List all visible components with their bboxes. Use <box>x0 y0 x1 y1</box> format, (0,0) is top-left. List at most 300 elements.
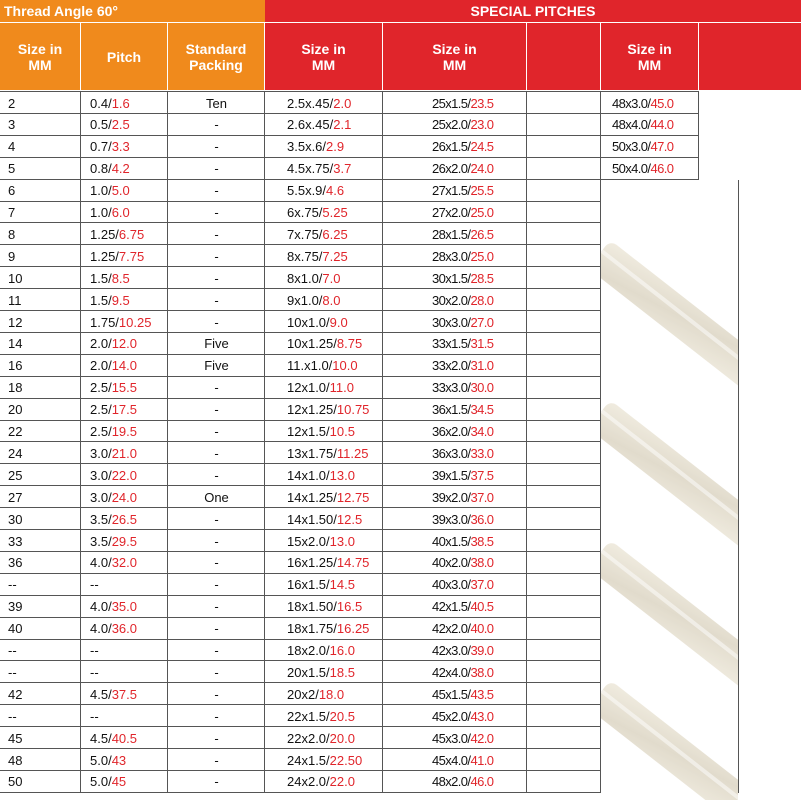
value-base: 12x1.25/ <box>287 402 337 418</box>
special-size-2-cell <box>432 289 527 311</box>
packing-cell: - <box>214 161 219 177</box>
value-drill: 2.0 <box>333 95 352 111</box>
size-cell: 27 <box>8 489 23 505</box>
size-cell: 10 <box>8 270 23 286</box>
special-size-2-cell <box>432 245 527 267</box>
column-divider <box>80 91 81 792</box>
value-base: 42x4.0/ <box>432 664 471 680</box>
value-drill: 8.75 <box>336 336 363 352</box>
value-base: 33x3.0/ <box>432 380 471 396</box>
value-drill: 40.0 <box>470 621 494 637</box>
size-cell: -- <box>8 708 17 724</box>
special-size-2-cell <box>432 114 527 136</box>
value-base: 42x2.0/ <box>432 621 471 637</box>
value-base: -- <box>90 664 99 680</box>
size-cell: 40 <box>8 621 23 637</box>
pitch-cell <box>90 223 168 245</box>
value-base: 1.5/ <box>90 270 112 286</box>
pitch-cell <box>90 92 168 114</box>
pitch-cell <box>90 727 168 749</box>
special-size-1-cell <box>287 486 383 508</box>
value-base: 33x1.5/ <box>432 336 471 352</box>
special-size-1-cell <box>287 202 383 224</box>
value-base: 0.8/ <box>90 161 112 177</box>
value-base: 2.0/ <box>90 336 112 352</box>
special-size-2-cell <box>432 749 527 771</box>
tap-tools-photo <box>601 185 738 800</box>
pitch-cell <box>90 552 168 574</box>
packing-cell: - <box>214 664 219 680</box>
value-base: 40x3.0/ <box>432 577 471 593</box>
value-drill: 46.0 <box>470 774 494 790</box>
special-size-2-cell <box>432 705 527 727</box>
col-header-special-size-1: Size in MM <box>265 23 383 90</box>
value-drill: 33.0 <box>470 445 494 461</box>
value-base: 3.5x.6/ <box>287 139 327 155</box>
pitch-cell <box>90 596 168 618</box>
value-drill: 28.5 <box>470 270 494 286</box>
pitch-cell <box>90 180 168 202</box>
pitch-cell <box>90 749 168 771</box>
pitch-cell <box>90 333 168 355</box>
value-base: 2.5/ <box>90 402 112 418</box>
value-drill: 41.0 <box>470 752 494 768</box>
packing-cell: - <box>214 533 219 549</box>
size-cell: 6 <box>8 183 16 199</box>
special-size-1-cell <box>287 464 383 486</box>
size-cell: 20 <box>8 402 23 418</box>
value-drill: 45.0 <box>650 95 674 111</box>
value-drill: 2.5 <box>111 117 130 133</box>
size-cell: -- <box>8 664 17 680</box>
pitch-cell <box>90 442 168 464</box>
value-drill: 31.5 <box>470 336 494 352</box>
packing-cell: - <box>214 511 219 527</box>
special-size-2-cell <box>432 421 527 443</box>
value-base: 14x1.25/ <box>287 489 337 505</box>
value-drill: 25.0 <box>470 248 494 264</box>
size-cell: 25 <box>8 467 23 483</box>
value-drill: 11.25 <box>336 445 369 461</box>
value-drill: 16.0 <box>329 643 355 658</box>
packing-cell: - <box>214 270 219 286</box>
pitch-cell <box>90 136 168 158</box>
column-divider <box>600 91 601 792</box>
pitch-cell <box>90 202 168 224</box>
special-size-2-cell <box>432 574 527 596</box>
value-base: 1.75/ <box>90 314 119 330</box>
size-cell: 30 <box>8 511 23 527</box>
value-base: 27x2.0/ <box>432 205 471 220</box>
value-base: 27x1.5/ <box>432 183 471 199</box>
size-cell: 7 <box>8 205 16 220</box>
packing-cell: - <box>214 117 219 133</box>
special-size-2-cell <box>432 596 527 618</box>
size-cell: 33 <box>8 533 23 549</box>
special-size-2-cell <box>432 355 527 377</box>
special-size-2-cell <box>432 640 527 662</box>
value-drill: 43.0 <box>470 708 494 724</box>
special-size-1-cell <box>287 158 383 180</box>
value-base: 18x1.75/ <box>287 621 337 637</box>
size-cell: 11 <box>8 292 22 308</box>
special-size-1-cell <box>287 618 383 640</box>
value-base: 5.0/ <box>90 752 112 768</box>
packing-cell: - <box>214 314 219 330</box>
special-size-2-cell <box>432 727 527 749</box>
value-drill: 10.0 <box>332 358 358 374</box>
packing-cell: - <box>214 205 219 220</box>
value-base: 39x3.0/ <box>432 511 471 527</box>
value-base: 24x1.5/ <box>287 752 330 768</box>
value-base: 3.0/ <box>90 489 112 505</box>
special-size-1-cell <box>287 267 383 289</box>
pitch-cell <box>90 640 168 662</box>
value-drill: 11.0 <box>329 380 354 396</box>
value-base: 16x1.25/ <box>287 555 337 571</box>
tap-tool-shape <box>601 240 738 800</box>
value-base: 2.5x.45/ <box>287 95 334 111</box>
value-drill: 38.0 <box>470 555 494 571</box>
value-drill: 7.75 <box>118 248 145 264</box>
pitch-cell <box>90 464 168 486</box>
value-base: 45x2.0/ <box>432 708 471 724</box>
value-base: 7x.75/ <box>287 226 323 242</box>
value-base: 15x2.0/ <box>287 533 330 549</box>
value-drill: 22.0 <box>111 467 137 483</box>
special-size-1-cell <box>287 683 383 705</box>
col-header-pitch: Pitch <box>81 23 168 90</box>
value-drill: 20.5 <box>329 708 355 724</box>
value-drill: 29.5 <box>111 533 137 549</box>
col-header-special-size-3: Size in MM <box>601 23 699 90</box>
size-cell: 16 <box>8 358 23 374</box>
packing-cell: - <box>214 226 219 242</box>
value-base: 4.0/ <box>90 621 112 637</box>
value-base: 28x3.0/ <box>432 248 471 264</box>
special-size-2-cell <box>432 92 527 114</box>
value-drill: 7.25 <box>322 248 348 264</box>
value-drill: 43 <box>111 752 127 768</box>
thread-angle-band: Thread Angle 60° <box>0 0 265 22</box>
value-base: 4.5/ <box>90 686 112 702</box>
value-drill: 23.0 <box>470 117 494 133</box>
special-size-2-cell <box>432 661 527 683</box>
value-drill: 5.0 <box>111 183 130 199</box>
special-size-1-cell <box>287 749 383 771</box>
pitch-cell <box>90 311 168 333</box>
value-base: 10x1.0/ <box>287 314 330 330</box>
special-size-2-cell <box>432 464 527 486</box>
value-base: -- <box>90 643 99 658</box>
value-base: 18x2.0/ <box>287 643 330 658</box>
packing-cell: - <box>214 467 219 483</box>
special-size-2-cell <box>432 180 527 202</box>
value-base: 22x2.0/ <box>287 730 330 746</box>
packing-cell: - <box>214 643 219 658</box>
special-size-2-cell <box>432 530 527 552</box>
packing-cell: - <box>214 708 219 724</box>
value-base: 3.5/ <box>90 511 112 527</box>
pitch-cell <box>90 355 168 377</box>
value-base: 14x1.50/ <box>287 511 337 527</box>
value-drill: 3.3 <box>111 139 130 155</box>
special-size-1-cell <box>287 223 383 245</box>
size-cell: 22 <box>8 424 23 439</box>
size-cell: 45 <box>8 730 23 746</box>
col-header-packing: Standard Packing <box>168 23 265 90</box>
packing-cell: One <box>204 489 229 505</box>
value-drill: 6.25 <box>322 226 348 242</box>
packing-cell: - <box>214 730 219 746</box>
special-size-2-cell <box>432 311 527 333</box>
col-header-blank-2 <box>699 23 801 90</box>
value-drill: 22.50 <box>329 752 363 768</box>
value-base: 0.5/ <box>90 117 112 133</box>
size-cell: -- <box>8 643 17 658</box>
value-drill: 24.0 <box>111 489 137 505</box>
special-size-2-cell <box>432 552 527 574</box>
value-base: 2.6x.45/ <box>287 117 334 133</box>
value-base: 1.25/ <box>90 248 119 264</box>
packing-cell: - <box>214 577 219 593</box>
value-drill: 37.0 <box>470 489 494 505</box>
value-base: 2.5/ <box>90 424 112 439</box>
value-drill: 12.5 <box>336 511 363 527</box>
pitch-cell <box>90 508 168 530</box>
pitch-cell <box>90 267 168 289</box>
size-cell: 50 <box>8 774 23 790</box>
special-size-3-cell <box>612 158 698 180</box>
special-size-2-cell <box>432 136 527 158</box>
special-size-1-cell <box>287 180 383 202</box>
value-drill: 10.5 <box>329 424 355 439</box>
pitch-cell <box>90 114 168 136</box>
value-base: 1.25/ <box>90 226 119 242</box>
value-base: 26x1.5/ <box>432 139 471 155</box>
value-base: 4.0/ <box>90 599 112 615</box>
size-cell: 18 <box>8 380 23 396</box>
value-drill: 26.5 <box>470 226 494 242</box>
value-base: 40x2.0/ <box>432 555 471 571</box>
value-base: 26x2.0/ <box>432 161 471 177</box>
special-size-2-cell <box>432 202 527 224</box>
value-drill: 6.0 <box>111 205 130 220</box>
special-size-1-cell <box>287 289 383 311</box>
pitch-cell <box>90 661 168 683</box>
value-drill: 14.5 <box>329 577 355 593</box>
special-size-2-cell <box>432 486 527 508</box>
pitch-cell <box>90 158 168 180</box>
special-size-2-cell <box>432 508 527 530</box>
value-drill: 32.0 <box>111 555 137 571</box>
value-drill: 16.25 <box>336 621 370 637</box>
value-base: 42x3.0/ <box>432 643 471 658</box>
special-size-2-cell <box>432 683 527 705</box>
value-base: 45x4.0/ <box>432 752 471 768</box>
value-base: 22x1.5/ <box>287 708 330 724</box>
special-size-1-cell <box>287 355 383 377</box>
value-drill: 2.1 <box>333 117 352 133</box>
value-base: 42x1.5/ <box>432 599 471 615</box>
value-base: -- <box>90 577 99 593</box>
value-drill: 3.7 <box>333 161 352 177</box>
value-drill: 4.6 <box>326 183 345 199</box>
value-base: 36x2.0/ <box>432 424 471 439</box>
packing-cell: - <box>214 139 219 155</box>
value-base: 8x.75/ <box>287 248 323 264</box>
value-drill: 10.75 <box>336 402 370 418</box>
value-drill: 14.75 <box>336 555 370 571</box>
size-cell: 9 <box>8 248 16 264</box>
value-drill: 17.5 <box>111 402 137 418</box>
value-base: 18x1.50/ <box>287 599 337 615</box>
value-drill: 13.0 <box>329 533 355 549</box>
value-base: 2.5/ <box>90 380 112 396</box>
value-drill: 34.0 <box>470 424 494 439</box>
value-drill: 2.9 <box>326 139 345 155</box>
size-cell: 36 <box>8 555 23 571</box>
value-drill: 45 <box>111 774 127 790</box>
pitch-cell <box>90 399 168 421</box>
value-base: 11.x1.0/ <box>287 358 333 374</box>
value-drill: 7.0 <box>322 270 341 286</box>
column-divider <box>698 91 699 179</box>
value-base: 4.5x.75/ <box>287 161 334 177</box>
column-divider <box>738 180 739 793</box>
value-base: 48x2.0/ <box>432 774 471 790</box>
packing-cell: - <box>214 599 219 615</box>
special-pitches-band: SPECIAL PITCHES <box>265 0 801 22</box>
pitch-cell <box>90 771 168 793</box>
special-size-1-cell <box>287 552 383 574</box>
special-size-1-cell <box>287 311 383 333</box>
value-drill: 19.5 <box>111 424 137 439</box>
packing-cell: Five <box>204 336 229 352</box>
value-base: 40x1.5/ <box>432 533 471 549</box>
packing-cell: - <box>214 621 219 637</box>
value-drill: 27.0 <box>470 314 494 330</box>
size-cell: -- <box>8 577 17 593</box>
value-base: -- <box>90 708 99 724</box>
value-base: 8x1.0/ <box>287 270 323 286</box>
pitch-cell <box>90 421 168 443</box>
special-size-1-cell <box>287 377 383 399</box>
value-base: 5.5x.9/ <box>287 183 327 199</box>
packing-cell: - <box>214 424 219 439</box>
value-drill: 24.5 <box>470 139 494 155</box>
value-base: 12x1.0/ <box>287 380 330 396</box>
special-size-1-cell <box>287 399 383 421</box>
value-drill: 23.5 <box>470 95 494 111</box>
value-drill: 1.6 <box>111 95 130 111</box>
special-size-2-cell <box>432 771 527 793</box>
value-drill: 25.0 <box>470 205 494 220</box>
pitch-cell <box>90 245 168 267</box>
value-drill: 24.0 <box>470 161 494 177</box>
value-base: 1.5/ <box>90 292 112 308</box>
value-drill: 37.5 <box>111 686 137 702</box>
special-size-2-cell <box>432 377 527 399</box>
size-cell: 4 <box>8 139 16 155</box>
value-drill: 6.75 <box>118 226 145 242</box>
packing-cell: - <box>214 248 219 264</box>
value-base: 14x1.0/ <box>287 467 330 483</box>
col-header-special-size-2: Size in MM <box>383 23 527 90</box>
value-base: 9x1.0/ <box>287 292 323 308</box>
value-base: 48x3.0/ <box>612 95 651 111</box>
value-base: 0.4/ <box>90 95 112 111</box>
value-drill: 25.5 <box>470 183 494 199</box>
value-base: 3.5/ <box>90 533 112 549</box>
value-base: 28x1.5/ <box>432 226 471 242</box>
value-drill: 15.5 <box>111 380 137 396</box>
value-base: 1.0/ <box>90 205 112 220</box>
value-base: 13x1.75/ <box>287 445 337 461</box>
special-size-2-cell <box>432 618 527 640</box>
size-cell: 5 <box>8 161 16 177</box>
special-size-2-cell <box>432 442 527 464</box>
special-size-1-cell <box>287 771 383 793</box>
pitch-cell <box>90 705 168 727</box>
pitch-cell <box>90 289 168 311</box>
value-drill: 8.5 <box>111 270 130 286</box>
value-base: 50x4.0/ <box>612 161 651 177</box>
value-drill: 16.5 <box>336 599 363 615</box>
value-base: 36x1.5/ <box>432 402 471 418</box>
value-drill: 47.0 <box>650 139 674 155</box>
packing-cell: - <box>214 380 219 396</box>
value-drill: 30.0 <box>470 380 494 396</box>
value-base: 4.0/ <box>90 555 112 571</box>
special-size-1-cell <box>287 442 383 464</box>
pitch-cell <box>90 574 168 596</box>
special-size-1-cell <box>287 661 383 683</box>
value-base: 20x2/ <box>287 686 319 702</box>
value-drill: 18.0 <box>318 686 345 702</box>
pitch-cell <box>90 530 168 552</box>
value-drill: 44.0 <box>650 117 674 133</box>
special-size-1-cell <box>287 114 383 136</box>
value-drill: 4.2 <box>111 161 130 177</box>
value-base: 30x1.5/ <box>432 270 471 286</box>
value-drill: 18.5 <box>329 664 355 680</box>
special-size-3-cell <box>612 92 698 114</box>
col-header-blank-1 <box>527 23 601 90</box>
size-cell: 39 <box>8 599 23 615</box>
value-drill: 46.0 <box>650 161 674 177</box>
value-drill: 40.5 <box>470 599 494 615</box>
value-drill: 12.0 <box>111 336 137 352</box>
value-base: 39x2.0/ <box>432 489 471 505</box>
value-base: 0.7/ <box>90 139 112 155</box>
value-base: 33x2.0/ <box>432 358 471 374</box>
value-drill: 9.5 <box>111 292 130 308</box>
value-drill: 43.5 <box>470 686 494 702</box>
packing-cell: - <box>214 752 219 768</box>
value-base: 20x1.5/ <box>287 664 330 680</box>
value-drill: 9.0 <box>329 314 348 330</box>
special-size-1-cell <box>287 92 383 114</box>
value-drill: 8.0 <box>322 292 341 308</box>
size-cell: 24 <box>8 445 23 461</box>
special-size-1-cell <box>287 640 383 662</box>
pitch-cell <box>90 486 168 508</box>
value-base: 25x2.0/ <box>432 117 471 133</box>
special-size-3-cell <box>612 114 698 136</box>
packing-cell: - <box>214 445 219 461</box>
value-base: 3.0/ <box>90 467 112 483</box>
